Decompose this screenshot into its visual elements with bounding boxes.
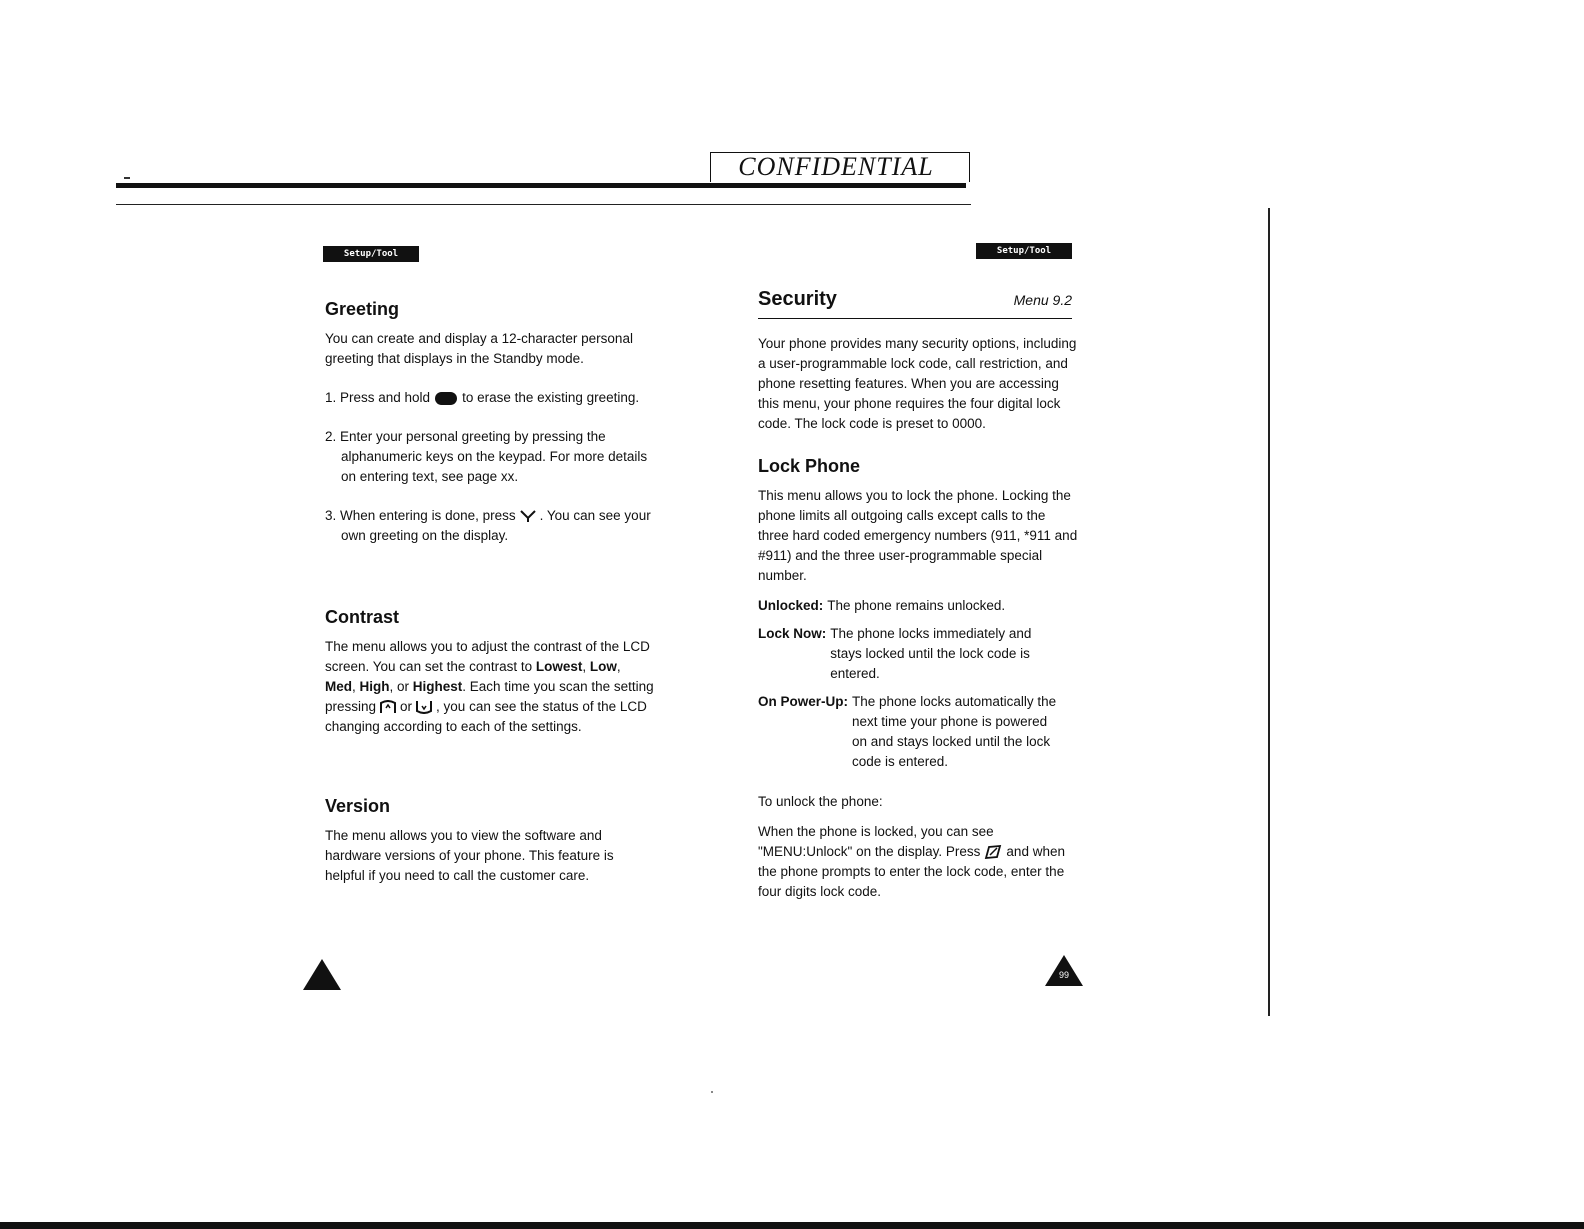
lock-phone-section <box>758 455 1078 902</box>
contrast-or: or <box>400 699 413 714</box>
unlock-instructions <box>758 822 1078 902</box>
greeting-step-2: 2. Enter your personal greeting by pressing the alphanumeric keys on the keypad. For more details on entering text, see page xx. <box>325 429 648 484</box>
option-power-up <box>758 692 1078 772</box>
contrast-heading: Contrast <box>325 607 400 627</box>
header-thin-rule <box>116 204 971 205</box>
down-key-icon <box>415 700 433 714</box>
confidential-stamp: CONFIDENTIAL <box>738 152 934 181</box>
bottom-edge-bar <box>0 1222 1584 1229</box>
contrast-text-2: . Each time you scan the setting pressing <box>325 679 654 714</box>
unlock-text-b: and when the phone prompts to enter the lock code, enter the four digits lock code. <box>758 844 1065 899</box>
greeting-step-1 <box>325 388 655 408</box>
term-lock-now: Lock Now: <box>758 626 827 641</box>
option-high: High <box>359 679 390 694</box>
term-power-up: On Power-Up: <box>758 694 848 709</box>
version-body: The menu allows you to view the software and hardware versions of your phone. This feature is helpful if you need to call the customer care. <box>325 828 614 883</box>
version-heading: Version <box>325 796 391 816</box>
version-section <box>325 795 655 886</box>
contrast-text-3: , you can see the status of the LCD changing according to each of the settings. <box>325 699 647 734</box>
option-med: Med <box>325 679 352 694</box>
option-low: Low <box>589 659 617 674</box>
unlock-text-a: When the phone is locked, you can see "MENU:Unlock" on the display. Press <box>758 824 994 859</box>
step1-text-a: 1. Press and hold <box>325 390 431 405</box>
header-thick-rule <box>116 183 966 188</box>
step1-text-b: to erase the existing greeting. <box>462 390 640 405</box>
security-heading: Security <box>758 288 837 310</box>
unlock-intro: To unlock the phone: <box>758 794 883 809</box>
security-heading-row <box>758 288 1072 319</box>
option-highest: Highest <box>412 679 463 694</box>
up-key-icon <box>379 700 397 714</box>
desc-lock-now: The phone locks immediately and stays locked until the lock code is entered. <box>830 626 1032 681</box>
greeting-intro: You can create and display a 12-character personal greeting that displays in the Standby mode. <box>325 331 633 366</box>
desc-power-up: The phone locks automatically the next time your phone is powered on and stays locked until the lock code is entered. <box>852 694 1057 769</box>
clear-key-icon <box>435 392 457 405</box>
step3-text-b: . You can see your own greeting on the display. <box>341 508 651 543</box>
term-unlocked: Unlocked: <box>758 598 824 613</box>
step3-text-a: 3. When entering is done, press <box>325 508 516 523</box>
contrast-section <box>325 606 655 737</box>
ok-key-icon <box>519 508 537 524</box>
lock-phone-body: This menu allows you to lock the phone. Locking the phone limits all outgoing calls except calls to the three hard coded emergency numbers (911, *911 and #911) and the three user-programmable special number. <box>758 488 1078 583</box>
lock-phone-heading: Lock Phone <box>758 456 861 476</box>
header-tick-mark <box>124 177 130 179</box>
contrast-sep-3: , <box>352 679 360 694</box>
option-unlocked <box>758 596 1078 616</box>
page-number-right: 99 <box>1058 970 1069 980</box>
page-edge-line <box>1268 208 1270 1016</box>
contrast-body <box>325 637 655 737</box>
contrast-text-1: The menu allows you to adjust the contrast of the LCD screen. You can set the contrast to <box>325 639 650 674</box>
option-lock-now <box>758 624 1078 684</box>
security-intro: Your phone provides many security options, including a user-programmable lock code, call restriction, and phone resetting features. When you are accessing this menu, your phone requires the four digital lock code. The lock code is preset to 0000. <box>758 336 1077 431</box>
menu-number: Menu 9.2 <box>1013 292 1072 308</box>
greeting-step-3 <box>325 506 655 546</box>
contrast-sep-2: , <box>616 659 621 674</box>
section-tab-right: Setup/Tool <box>976 243 1072 259</box>
greeting-section <box>325 298 655 546</box>
option-lowest: Lowest <box>535 659 583 674</box>
contrast-sep-1: , <box>582 659 590 674</box>
section-tab-left: Setup/Tool <box>323 246 419 262</box>
contrast-sep-4: , or <box>389 679 413 694</box>
menu-key-icon <box>983 844 1003 860</box>
page-marker-left <box>303 959 341 990</box>
greeting-heading: Greeting <box>325 299 400 319</box>
desc-unlocked: The phone remains unlocked. <box>827 598 1006 613</box>
scan-speck <box>711 1091 713 1093</box>
